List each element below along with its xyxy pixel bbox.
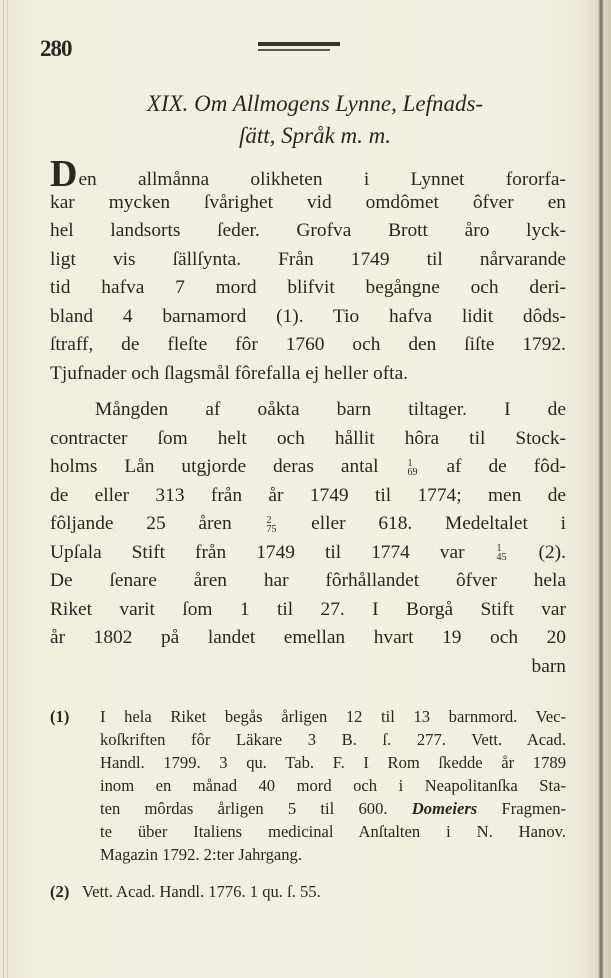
text-line: tid hafva 7 mord blifvit begångne och deri- xyxy=(50,277,566,298)
text-line: contracter ſom helt och hållit hôra til Stock- xyxy=(50,427,566,449)
text-line: år 1802 på landet emellan hvart 19 och 20 xyxy=(50,627,566,648)
page-number: 280 xyxy=(40,36,72,61)
text-line: fôljande 25 åren 2 75 eller 618. Medeltalet i xyxy=(50,513,566,535)
text-line: De ſenare åren har fôrhållandet ôfver hela xyxy=(50,570,566,591)
text-line: hel landsorts ſeder. Grofva Brott åro lyck- xyxy=(50,220,566,241)
catchword: barn xyxy=(531,655,566,677)
text-line: Upſala Stift från 1749 til 1774 var 1 45 (2). xyxy=(50,541,566,564)
footnote-marker: (2) xyxy=(50,882,70,901)
header-ornament-rule xyxy=(258,42,340,51)
footnotes xyxy=(50,705,566,903)
footnote-line: inom en månad 40 mord och i Neapolitanſka Sta- xyxy=(100,776,566,795)
chapter-title-line-2: ſätt, Språk m. m. xyxy=(238,123,392,148)
text-line: Riket varit ſom 1 til 27. I Borgå Stift var xyxy=(50,598,566,620)
footnote-line: I hela Riket begås årligen 12 til 13 barnmord. Vec- xyxy=(100,707,566,726)
footnote-2 xyxy=(50,880,566,903)
fraction: 2 75 xyxy=(266,514,277,535)
footnote-line: koſkriften fôr Läkare 3 B. ſ. 277. Vett. Acad. xyxy=(100,730,566,749)
paragraph-2 xyxy=(50,396,566,681)
footnote-line: Vett. Acad. Handl. 1776. 1 qu. ſ. 55. xyxy=(82,882,321,901)
text-line: Den allmånna olikheten i Lynnet fororfa- xyxy=(50,153,566,195)
text-line: Tjufnader och ſlagsmål fôrefalla ej heller ofta. xyxy=(50,362,409,384)
text-line: bland 4 barnamord (1). Tio hafva lidit dôds- xyxy=(50,305,566,327)
author-name: Domeiers xyxy=(411,799,478,818)
chapter-title xyxy=(60,88,570,152)
text-line: de eller 313 från år 1749 til 1774; men de xyxy=(50,484,566,506)
fraction: 1 45 xyxy=(496,543,507,564)
text-line: ſtraff, de fleſte fôr 1760 och den ſiſte 1792. xyxy=(50,334,566,355)
text-line: ligt vis ſällſynta. Från 1749 til nårvarande xyxy=(50,248,566,270)
text-line: holms Lån utgjorde deras antal 1 69 af de fôd- xyxy=(50,456,566,478)
chapter-numeral: XIX. xyxy=(146,91,189,116)
paragraph-1 xyxy=(50,153,566,388)
footnote-line: ten môrdas årligen 5 til 600. Domeiers Fragmen- xyxy=(100,799,567,818)
footnote-marker: (1) xyxy=(50,707,70,726)
footnote-1 xyxy=(50,705,566,866)
page-edge-rule xyxy=(3,0,4,978)
chapter-title-line-1: Om Allmogens Lynne, Lefnads- xyxy=(194,91,484,116)
text-line: Mångden af oåkta barn tiltager. I de xyxy=(95,399,566,420)
footnote-line: te über Italiens medicinal Anſtalten i N. Hanov. xyxy=(100,822,566,841)
page-edge-rule xyxy=(7,0,8,978)
footnote-line: Magazin 1792. 2:ter Jahrgang. xyxy=(100,845,302,864)
fraction: 1 69 xyxy=(407,457,418,478)
text-line: kar mycken ſvårighet vid omdômet ôfver en xyxy=(50,191,566,213)
footnote-line: Handl. 1799. 3 qu. Tab. F. I Rom ſkedde år 1789 xyxy=(100,753,566,772)
drop-cap: D xyxy=(50,153,78,195)
